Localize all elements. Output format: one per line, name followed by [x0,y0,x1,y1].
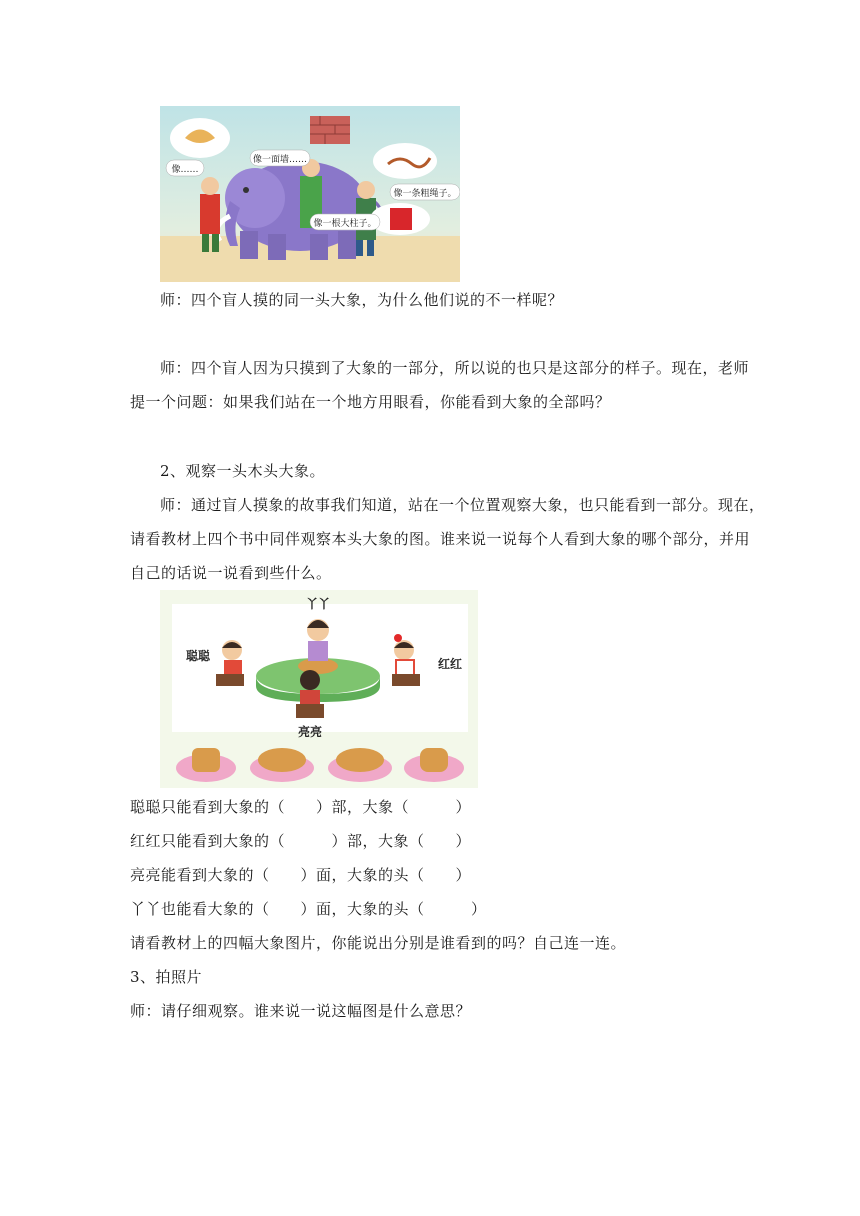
paragraph-observe-line3: 自己的话说一说看到些什么。 [130,564,332,582]
label-honghong: 红红 [437,657,463,671]
label-yaya: 丫丫 [305,597,331,611]
blind-men-elephant-illustration [160,106,460,282]
question-honghong: 红红只能看到大象的（ ）部，大象（ ） [130,832,472,850]
bubble-2: 像一面墙…… [252,155,308,165]
label-liangliang: 亮亮 [297,725,323,739]
paragraph-match-pictures: 请看教材上的四幅大象图片，你能说出分别是谁看到的吗？自己连一连。 [130,934,627,952]
section-heading-3: 3、拍照片 [130,968,203,986]
question-congcong: 聪聪只能看到大象的（ ）部，大象（ ） [130,798,472,816]
paragraph-photo-question: 师：请仔细观察。谁来说一说这幅图是什么意思？ [130,1002,472,1020]
question-liangliang: 亮亮能看到大象的（ ）面，大象的头（ ） [130,866,472,884]
paragraph-observe-line2: 请看教材上四个书中同伴观察本头大象的图。谁来说一说每个人看到大象的哪个部分，并用 [130,530,751,548]
bubble-1: 像…… [171,165,199,175]
paragraph-answer-line1: 师：四个盲人因为只摸到了大象的一部分，所以说的也只是这部分的样子。现在，老师 [160,359,750,377]
question-yaya: 丫丫也能看大象的（ ）面，大象的头（ ） [130,900,487,918]
bubble-4: 像一根大柱子。 [313,219,377,229]
label-congcong: 聪聪 [185,649,211,663]
wooden-elephant-observation-illustration [160,590,478,788]
paragraph-observe-line1: 师：通过盲人摸象的故事我们知道，站在一个位置观察大象，也只能看到一部分。现在， [160,496,765,514]
section-heading-2: 2、观察一头木头大象。 [160,462,326,480]
paragraph-answer-line2: 提一个问题：如果我们站在一个地方用眼看，你能看到大象的全部吗？ [130,393,611,411]
bubble-3: 像一条粗绳子。 [393,189,457,199]
paragraph-question: 师：四个盲人摸的同一头大象，为什么他们说的不一样呢？ [160,291,564,309]
